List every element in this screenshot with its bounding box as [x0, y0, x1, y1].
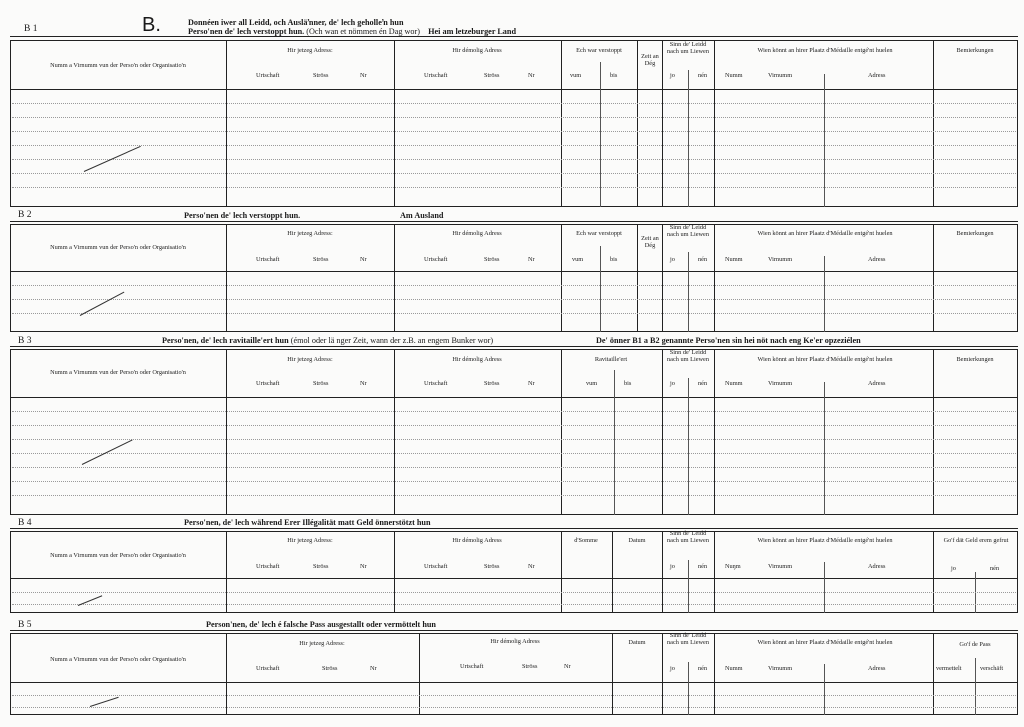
entry-row[interactable] [12, 707, 1016, 708]
hdr-no: nén [698, 72, 708, 79]
entry-row[interactable] [12, 495, 1016, 496]
col-line [662, 224, 663, 332]
entry-row[interactable] [12, 425, 1016, 426]
col-line [419, 633, 420, 715]
col-line [612, 633, 613, 715]
section-b1-rule [10, 36, 1018, 37]
hdr-no: nén [698, 380, 708, 387]
hdr-medal: Wien könnt an hirer Plaatz d'Médaille entgé'nt huelen [757, 639, 893, 646]
hdr-ortschaft: Urtschaft [256, 256, 280, 263]
hdr-medal: Wien könnt an hirer Plaatz d'Médaille entgé'nt huelen [757, 356, 893, 363]
hdr-yes: jo [670, 380, 675, 387]
hdr-street: Ströss [484, 380, 500, 387]
col-line [933, 633, 934, 715]
col-line [933, 224, 934, 332]
entry-row[interactable] [12, 467, 1016, 468]
entry-row[interactable] [12, 453, 1016, 454]
hdr-remarks: Bemierkungen [956, 356, 994, 363]
section-b5-rule [10, 630, 1018, 631]
hdr-former-address: Hir démolig Adress [490, 638, 540, 645]
section-b5-label: B 5 [18, 620, 32, 630]
hdr-ortschaft: Urtschaft [256, 380, 280, 387]
hdr-money-returned: Go'f dät Geld erem gefrut [943, 537, 1009, 544]
hdr-sum: d'Somme [574, 537, 598, 544]
hdr-nr: Nr [564, 663, 571, 670]
hdr-ortschaft: Urtschaft [424, 380, 448, 387]
hdr-nr: Nr [360, 380, 367, 387]
col-line [614, 370, 615, 515]
entry-row[interactable] [12, 173, 1016, 174]
hdr-nr: Nr [528, 380, 535, 387]
col-line [662, 40, 663, 207]
col-line [824, 562, 825, 613]
section-b3-rule [10, 346, 1018, 347]
hdr-former-address: Hir démolig Adress [452, 537, 502, 544]
col-line [394, 349, 395, 515]
hdr-from: vum [586, 380, 598, 387]
hdr-virnumm: Virnumm [768, 665, 793, 672]
hdr-money-yes: jo [951, 565, 956, 572]
hdr-nr: Nr [360, 563, 367, 570]
entry-row[interactable] [12, 285, 1016, 286]
hdr-nr: Nr [528, 256, 535, 263]
hdr-numm: Nuŋm [725, 563, 741, 570]
section-b1-title-2 [188, 27, 516, 36]
col-line [600, 62, 601, 207]
hdr-no: nén [698, 256, 708, 263]
hdr-supplied: Ravitaille'ert [594, 356, 628, 363]
section-b3-title [162, 336, 493, 345]
hdr-money-no: nén [990, 565, 1000, 572]
section-b2-rule [10, 221, 1018, 222]
col-line [226, 40, 227, 207]
section-b1-title-1: Donnéen iwer all Leidd, och Ausläŉner, de' lech geholleŉ hun [188, 18, 404, 27]
hdr-ortschaft: Urtschaft [460, 663, 484, 670]
entry-row[interactable] [12, 604, 1016, 605]
col-line [226, 349, 227, 515]
hdr-pass-yes: vermettelt [936, 665, 962, 672]
hdr-yes: jo [670, 72, 675, 79]
hdr-current-address: Hir jetzeg Adress: [287, 537, 333, 544]
section-b4-label: B 4 [18, 518, 32, 528]
col-line [226, 224, 227, 332]
hdr-medal: Wien könnt an hirer Plaatz d'Médaille entgé'nt huelen [757, 47, 893, 54]
col-line [662, 633, 663, 715]
col-line [688, 560, 689, 613]
hdr-alive: Sinn de' Leidd nach um Liewen [667, 530, 709, 545]
hdr-alive: Sinn de' Leidd nach um Liewen [667, 632, 709, 647]
section-b4-rule [10, 528, 1018, 529]
entry-row[interactable] [12, 145, 1016, 146]
section-b1-title-2-normal: (Och wan et nömmen én Dag wor) [306, 27, 420, 36]
section-b3-header-rule [10, 397, 1018, 398]
hdr-name: Numm a Virnumm vun der Perso'n oder Organisatio'n [50, 62, 186, 69]
entry-row[interactable] [12, 313, 1016, 314]
hdr-time: Zeit an Dég [641, 235, 659, 250]
section-b2-label: B 2 [18, 210, 32, 220]
hdr-numm: Numm [725, 256, 743, 263]
col-line [662, 349, 663, 515]
entry-row[interactable] [12, 299, 1016, 300]
hdr-hidden: Ech war verstoppt [576, 47, 622, 54]
hdr-adress: Adress [868, 380, 886, 387]
hdr-remarks: Bemierkungen [956, 47, 994, 54]
hdr-no: nén [698, 665, 708, 672]
section-b3-title-tail: De' önner B1 a B2 genannte Perso'nen sin hei nöt nach eng Ke'er opzeziélen [596, 336, 861, 345]
section-b4-header-rule [10, 578, 1018, 579]
hdr-from: vum [572, 256, 584, 263]
hdr-ortschaft: Urtschaft [256, 72, 280, 79]
col-line [933, 349, 934, 515]
hdr-street: Ströss [484, 563, 500, 570]
entry-row[interactable] [12, 592, 1016, 593]
hdr-alive: Sinn de' Leidd nach um Liewen [667, 224, 709, 239]
hdr-street: Ströss [522, 663, 538, 670]
hdr-yes: jo [670, 563, 675, 570]
entry-row[interactable] [12, 411, 1016, 412]
hdr-date: Datum [628, 537, 646, 544]
hdr-from: vum [570, 72, 582, 79]
hdr-former-address: Hir démolig Adress [452, 47, 502, 54]
hdr-to: bis [610, 72, 618, 79]
hdr-name: Numm a Virnumm vun der Perso'n oder Organisatio'n [50, 369, 186, 376]
hdr-nr: Nr [370, 665, 377, 672]
entry-row[interactable] [12, 131, 1016, 132]
col-line [933, 40, 934, 207]
hdr-name: Numm a Virnumm vun der Perso'n oder Organisatio'n [50, 244, 186, 251]
section-b1-title-2-tail: Hei am letzeburger Land [428, 27, 517, 36]
hdr-adress: Adress [868, 563, 886, 570]
entry-row[interactable] [12, 481, 1016, 482]
hdr-ortschaft: Urtschaft [424, 256, 448, 263]
section-b2-header-rule [10, 271, 1018, 272]
col-line [394, 531, 395, 613]
hdr-to: bis [610, 256, 618, 263]
hdr-current-address: Hir jetzeg Adress: [299, 640, 345, 647]
section-b2-title-main: Perso'nen de' lech verstoppt hun. [184, 211, 301, 220]
section-b2-table [10, 224, 1018, 332]
hdr-adress: Adress [868, 72, 886, 79]
hdr-numm: Numm [725, 665, 743, 672]
hdr-name: Numm a Virnumm vun der Perso'n oder Organisatio'n [50, 656, 186, 663]
hdr-virnumm: Virnumm [768, 72, 793, 79]
hdr-numm: Numm [725, 380, 743, 387]
hdr-date: Datum [628, 639, 646, 646]
hdr-nr: Nr [528, 563, 535, 570]
col-line [600, 246, 601, 332]
hdr-adress: Adress [868, 665, 886, 672]
col-line [612, 531, 613, 613]
entry-row[interactable] [12, 103, 1016, 104]
col-line [226, 531, 227, 613]
hdr-former-address: Hir démolig Adress [452, 356, 502, 363]
section-b5-header-rule [10, 682, 1018, 683]
entry-row[interactable] [12, 439, 1016, 440]
col-line [933, 531, 934, 613]
entry-row[interactable] [12, 159, 1016, 160]
entry-row[interactable] [12, 117, 1016, 118]
hdr-ortschaft: Urtschaft [256, 563, 280, 570]
section-b1-header-rule [10, 89, 1018, 90]
col-line [688, 252, 689, 332]
section-b2-title-tail: Am Ausland [400, 211, 444, 220]
col-line [662, 531, 663, 613]
col-line [637, 224, 638, 332]
hdr-virnumm: Virnumm [768, 380, 793, 387]
hdr-no: nén [698, 563, 708, 570]
col-line [637, 40, 638, 207]
hdr-street: Ströss [322, 665, 338, 672]
hdr-hidden: Ech war verstoppt [576, 230, 622, 237]
hdr-alive: Sinn de' Leidd nach um Liewen [667, 349, 709, 364]
col-line [561, 531, 562, 613]
hdr-street: Ströss [313, 380, 329, 387]
hdr-to: bis [624, 380, 632, 387]
hdr-medal: Wien könnt an hirer Plaatz d'Médaille entgé'nt huelen [757, 537, 893, 544]
col-line [394, 40, 395, 207]
hdr-numm: Numm [725, 72, 743, 79]
section-b5-title: Person'nen, de' lech é falsche Pass ausgestallt oder vermöttelt hun [206, 620, 436, 629]
col-line [226, 633, 227, 715]
section-b3-title-bold: Perso'nen, de' lech ravitaille'ert hun [162, 336, 289, 345]
hdr-nr: Nr [360, 72, 367, 79]
col-line [561, 40, 562, 207]
hdr-ortschaft: Urtschaft [424, 563, 448, 570]
hdr-street: Ströss [484, 256, 500, 263]
hdr-current-address: Hir jetzeg Adress: [287, 47, 333, 54]
hdr-street: Ströss [313, 72, 329, 79]
col-line [714, 633, 715, 715]
hdr-nr: Nr [528, 72, 535, 79]
hdr-current-address: Hir jetzeg Adress: [287, 230, 333, 237]
col-line [714, 349, 715, 515]
col-line [561, 224, 562, 332]
hdr-medal: Wien könnt an hirer Plaatz d'Médaille entgé'nt huelen [757, 230, 893, 237]
section-b1-label: B 1 [24, 24, 38, 34]
hdr-virnumm: Virnumm [768, 256, 793, 263]
col-line [824, 256, 825, 332]
section-b2-title [184, 211, 300, 220]
col-line [714, 40, 715, 207]
entry-row[interactable] [12, 695, 1016, 696]
hdr-nr: Nr [360, 256, 367, 263]
hdr-remarks: Bemierkungen [956, 230, 994, 237]
hdr-pass: Go'f de Pass [959, 641, 991, 648]
hdr-yes: jo [670, 256, 675, 263]
col-line [714, 224, 715, 332]
col-line [394, 224, 395, 332]
section-b3-title-normal: (émol oder lä nger Zeit, wann der z.B. an engem Bunker wor) [290, 336, 494, 345]
hdr-ortschaft: Urtschaft [424, 72, 448, 79]
hdr-current-address: Hir jetzeg Adress: [287, 356, 333, 363]
hdr-street: Ströss [484, 72, 500, 79]
hdr-name: Numm a Virnumm vun der Perso'n oder Organisatio'n [50, 552, 186, 559]
hdr-yes: jo [670, 665, 675, 672]
hdr-street: Ströss [313, 563, 329, 570]
hdr-street: Ströss [313, 256, 329, 263]
form-letter: B. [142, 14, 161, 36]
hdr-pass-no: verschäft [980, 665, 1004, 672]
hdr-ortschaft: Urtschaft [256, 665, 280, 672]
hdr-alive: Sinn de' Leidd nach um Liewen [667, 41, 709, 56]
col-line [561, 349, 562, 515]
entry-row[interactable] [12, 187, 1016, 188]
hdr-adress: Adress [868, 256, 886, 263]
hdr-former-address: Hir démolig Adress [452, 230, 502, 237]
section-b4-title: Perso'nen, de' lech während Erer Illégalität matt Geld önnerstötzt hun [184, 518, 431, 527]
section-b3-label: B 3 [18, 336, 32, 346]
section-b1-title-2-bold: Perso'nen de' lech verstoppt hun. [188, 27, 305, 36]
hdr-time: Zeit an Dég [641, 53, 659, 68]
col-line [714, 531, 715, 613]
hdr-virnumm: Virnumm [768, 563, 793, 570]
